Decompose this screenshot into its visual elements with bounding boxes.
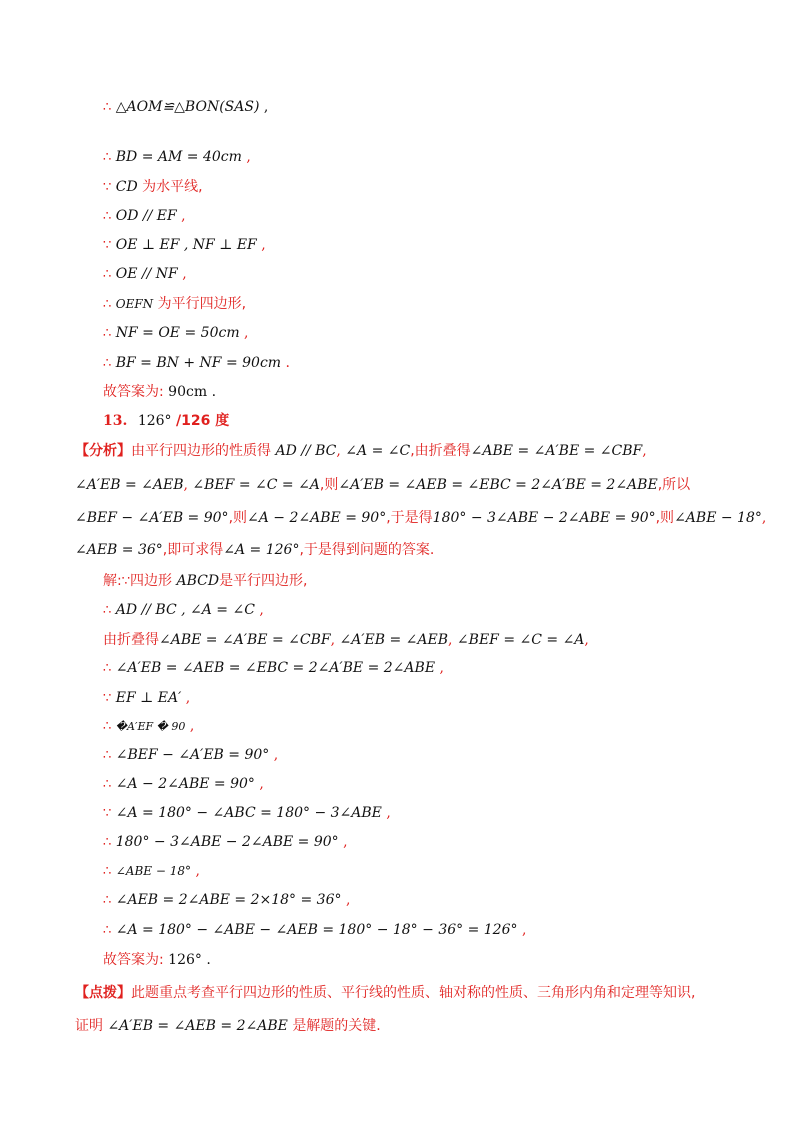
analysis-math: ∠A′EB = ∠AEB [75,477,184,493]
solution-line-9 [103,803,391,824]
equation: NF = OE = 50cm [115,325,240,341]
solution-math: ∠ABE = ∠A′BE = ∠CBF [159,632,331,648]
solution-math: ABCD [176,573,220,589]
analysis-math: ∠ABE = ∠A′BE = ∠CBF [470,443,643,459]
proof-line-4 [103,206,186,227]
solution-line-11 [103,861,200,882]
question-number: 13. [103,413,128,429]
solution-line-3 [103,630,589,650]
analysis-text: ,则 [655,510,675,526]
solution-text: 由折叠得 [103,632,159,648]
solution-math: ∠BEF = ∠C = ∠A [456,632,585,648]
because-symbol: ∵ [121,574,130,589]
parallel-statement: OD // EF [115,208,177,224]
analysis-math: AD // BC [275,443,337,459]
punctuation: , [182,266,187,282]
solution-math: ∠AEB = 2∠ABE = 2×18° = 36° [115,892,342,908]
comment-text: 是解题的关键. [292,1018,381,1034]
punctuation: , [761,510,767,526]
punctuation: , [195,863,200,879]
comment-line-1 [75,983,695,1003]
solution-line-13 [103,920,526,941]
analysis-text: ,由折叠得 [410,443,471,459]
solution-math: ∠A′EB = ∠AEB = ∠EBC = 2∠A′BE = 2∠ABE [115,660,436,676]
analysis-text: ,于是得到问题的答案. [299,542,435,558]
because-symbol: ∵ [103,691,112,706]
solution-line-6 [103,716,194,737]
analysis-math: ∠A = 126° [223,542,300,558]
analysis-text: ,于是得 [386,510,433,526]
analysis-math: ∠A′EB = ∠AEB = ∠EBC = 2∠A′BE = 2∠ABE [338,477,658,493]
analysis-math: ∠A = ∠C [345,443,411,459]
answer-label: 故答案为: [103,384,164,400]
punctuation: , [642,443,647,459]
therefore-symbol: ∴ [103,326,112,341]
proof-line-2 [103,147,251,168]
punctuation: , [263,99,269,115]
therefore-symbol: ∴ [103,893,112,908]
analysis-line-3 [75,508,766,528]
analysis-text: ,即可求得 [162,542,224,558]
because-symbol: ∵ [103,806,112,821]
analysis-math: ∠ABE − 18° [674,510,762,526]
answer-label: 故答案为: [103,952,164,968]
solution-label: 解: [103,573,122,589]
solution-line-2 [103,600,264,621]
therefore-symbol: ∴ [103,297,112,312]
punctuation: , [336,443,341,459]
comment-tag: 【点拨】 [75,985,131,1001]
perpendicular-statement: OE ⊥ EF , NF ⊥ EF [115,237,257,253]
proof-line-3 [103,177,203,198]
answer-math: 126° [137,413,172,429]
proof-line-9 [103,353,290,374]
punctuation: , [448,632,453,648]
punctuation: , [439,660,444,676]
comment-math: ∠A′EB = ∠AEB = 2∠ABE [107,1018,288,1034]
solution-math: ∠BEF − ∠A′EB = 90° [115,747,270,763]
analysis-text: ,所以 [657,477,691,493]
question-13-header [103,411,229,431]
because-symbol: ∵ [103,238,112,253]
punctuation: , [189,718,195,734]
segment: CD [115,179,138,195]
congruence-statement: △AOM≌△BON(SAS) [115,99,260,115]
solution-line-7 [103,745,278,766]
proof-line-1 [103,97,268,118]
answer-text: /126 度 [176,413,230,429]
equation: BD = AM = 40cm [115,149,242,165]
analysis-math: ∠BEF = ∠C = ∠A [192,477,320,493]
therefore-symbol: ∴ [103,923,112,938]
analysis-text: 由平行四边形的性质得 [131,443,271,459]
because-symbol: ∵ [103,180,112,195]
punctuation: , [386,805,391,821]
parallel-statement: OE // NF [115,266,178,282]
therefore-symbol: ∴ [103,864,112,879]
punctuation: , [343,834,348,850]
punctuation: , [246,149,251,165]
equation: BF = BN + NF = 90cm [115,355,282,371]
therefore-symbol: ∴ [103,603,112,618]
analysis-math: ∠AEB = 36° [75,542,163,558]
solution-math: ∠A = 180° − ∠ABC = 180° − 3∠ABE [115,805,382,821]
solution-text: 四边形 [130,573,172,589]
solution-math: ∠A − 2∠ABE = 90° [115,776,255,792]
analysis-math: 180° − 3∠ABE − 2∠ABE = 90° [432,510,656,526]
solution-math: 180° − 3∠ABE − 2∠ABE = 90° [115,834,339,850]
therefore-symbol: ∴ [103,100,112,115]
comment-line-2 [75,1016,381,1036]
solution-math: ∠A = 180° − ∠ABE − ∠AEB = 180° − 18° − 36° = 126° [115,922,518,938]
punctuation: , [261,237,266,253]
proof-line-5 [103,235,266,256]
analysis-text: ,则 [319,477,339,493]
therefore-symbol: ∴ [103,777,112,792]
statement-text: 为水平线, [142,179,203,195]
answer-value: 90cm [168,384,208,400]
solution-math-garbled: �A′EF � 90 [115,720,186,733]
therefore-symbol: ∴ [103,150,112,165]
solution-line-12 [103,890,350,911]
proof-line-8 [103,323,249,344]
solution-math: AD // BC , ∠A = ∠C [115,602,255,618]
therefore-symbol: ∴ [103,209,112,224]
solution-line-4 [103,658,444,679]
therefore-symbol: ∴ [103,356,112,371]
punctuation: , [185,690,191,706]
answer-line-12 [103,382,216,402]
punctuation: , [345,892,351,908]
proof-line-7 [103,294,246,315]
punctuation: , [181,208,186,224]
analysis-line-1 [75,441,647,461]
solution-line-10 [103,832,348,853]
proof-line-6 [103,264,187,285]
comment-text: 此题重点考查平行四边形的性质、平行线的性质、轴对称的性质、三角形内角和定理等知识, [131,985,696,1001]
comment-text: 证明 [75,1018,103,1034]
solution-line-5 [103,688,190,709]
punctuation: . [211,384,217,400]
answer-value: 126° [168,952,202,968]
therefore-symbol: ∴ [103,835,112,850]
statement-text: 为平行四边形, [157,296,247,312]
punctuation: , [273,747,279,763]
quadrilateral-name: OEFN [115,297,154,311]
punctuation: , [259,602,264,618]
punctuation: . [206,952,211,968]
punctuation: , [244,325,249,341]
punctuation: , [330,632,336,648]
punctuation: , [521,922,527,938]
therefore-symbol: ∴ [103,719,112,734]
solution-math: EF ⊥ EA′ [115,690,182,706]
solution-math: ∠A′EB = ∠AEB [339,632,449,648]
analysis-tag: 【分析】 [75,443,131,459]
solution-line-8 [103,774,264,795]
punctuation: , [584,632,589,648]
therefore-symbol: ∴ [103,267,112,282]
analysis-text: ,则 [228,510,248,526]
punctuation: , [183,477,188,493]
analysis-line-2 [75,475,690,495]
answer-line-13 [103,950,211,970]
solution-text: 是平行四边形, [219,573,308,589]
solution-math: ∠ABE − 18° [115,864,191,878]
therefore-symbol: ∴ [103,661,112,676]
analysis-math: ∠A − 2∠ABE = 90° [247,510,387,526]
therefore-symbol: ∴ [103,748,112,763]
solution-line-1 [103,571,308,592]
punctuation: . [285,355,290,371]
analysis-math: ∠BEF − ∠A′EB = 90° [75,510,229,526]
analysis-line-4 [75,540,434,560]
punctuation: , [259,776,264,792]
